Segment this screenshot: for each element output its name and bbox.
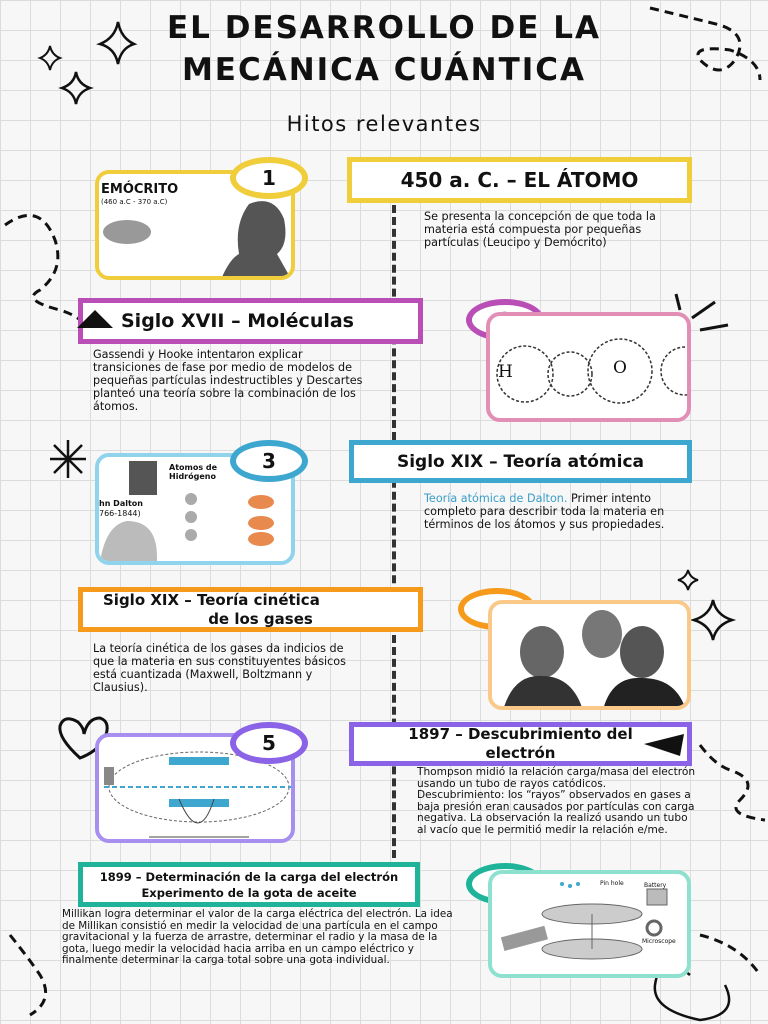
scientists-portraits [492, 604, 691, 710]
milestone-heading-line2: Experimento de la gota de aceite [141, 885, 357, 900]
description-part-2: Descubrimiento: los “rayos” observados en gases a baja presión eran causados por partículas con carga negativa. La observación la realizó usando un tubo al vacío que le permitió medir la relación e/me. [417, 789, 695, 836]
sparkle-icon [678, 570, 698, 590]
milestone-description-5 [417, 767, 697, 836]
milestone-description-text: Primer intento completo para describir toda la materia en términos de los átomos y sus propiedades. [424, 492, 665, 531]
dalton-theory-link[interactable]: Teoría atómica de Dalton. [424, 492, 568, 505]
milestone-description-3 [424, 492, 679, 531]
page-title-line2: MECÁNICA CUÁNTICA [181, 52, 587, 88]
page-subtitle: Hitos relevantes [286, 112, 482, 136]
hydrogen-caption: Hidrógeno [169, 472, 216, 481]
molecule-image [486, 312, 691, 422]
milestone-description-6: Millikan logra determinar el valor de la carga eléctrica del electrón. La idea de Millikan consistió en medir la velocidad de una partícula en el campo gravitacional y la fuerza de arrastre, determinar el radio y la masa de la gota, luego medir la velocidad hacia arriba en un campo eléctrico y finalmente determinar la carga total sobre una gota individual. [62, 908, 453, 966]
milestone-heading-2 [78, 298, 423, 344]
milestone-number-1: 1 [230, 157, 308, 199]
dalton-caption: hn Dalton [99, 499, 143, 508]
milestone-number-3: 3 [230, 440, 308, 482]
description-part-1: Thompson midió la relación carga/masa del electrón usando un tubo de rayos catódicos. [417, 766, 696, 790]
milestone-heading-line1: Siglo XIX – Teoría cinética [103, 590, 320, 609]
milestone-heading-6 [78, 862, 420, 907]
atoms-caption: Atomos de [169, 463, 218, 472]
asterisk-icon [50, 440, 86, 478]
milestone-heading-line1: 1899 – Determinación de la carga del electrón [99, 869, 399, 884]
milestone-heading-line1: 1897 – Descubrimiento del [408, 725, 633, 743]
microscope-label: Microscope [642, 938, 676, 945]
page-title-line1: EL DESARROLLO DE LA [166, 10, 602, 46]
milestone-description-4: La teoría cinética de los gases da indicios de que la materia en sus constituyentes básicos está cuantizada (Maxwell, Boltzmann y Clausius). [93, 642, 346, 694]
image-subcaption: (460 a.C - 370 a.C) [101, 198, 168, 206]
label-oxygen: O [613, 358, 627, 378]
milestone-heading-line2: electrón [485, 744, 556, 762]
milestone-description-2: Gassendi y Hooke intentaron explicar transiciones de fase por medio de modelos de pequeñas partículas indestructibles y Descartes planteó una teoría sobre la combinación de los átomos. [93, 348, 363, 413]
milestone-heading-4 [78, 587, 423, 632]
milestone-heading-3: Siglo XIX – Teoría atómica [349, 440, 692, 483]
water-molecule-illustration [490, 316, 691, 422]
milestone-heading-line2: de los gases [208, 609, 313, 628]
arrow-icon [75, 306, 115, 332]
milestone-heading-1: 450 a. C. – EL ÁTOMO [347, 157, 692, 203]
oil-drop-apparatus [492, 874, 691, 978]
pinhole-label: Pin hole [600, 880, 624, 887]
milestone-number-5: 5 [230, 722, 308, 764]
milestone-description-1: Se presenta la concepción de que toda la materia está compuesta por pequeñas partículas (Leucipo y Demócrito) [424, 210, 656, 249]
label-hydrogen: H [498, 362, 513, 382]
scientists-image [488, 600, 691, 710]
arrow-icon [640, 730, 688, 758]
milestone-heading-text: Siglo XVII – Moléculas [121, 310, 354, 332]
dalton-years: 766-1844) [99, 509, 141, 518]
oil-drop-image [488, 870, 691, 978]
image-caption: EMÓCRITO [101, 182, 179, 197]
sparkle-icon [694, 600, 732, 640]
battery-label: Battery [644, 882, 667, 889]
